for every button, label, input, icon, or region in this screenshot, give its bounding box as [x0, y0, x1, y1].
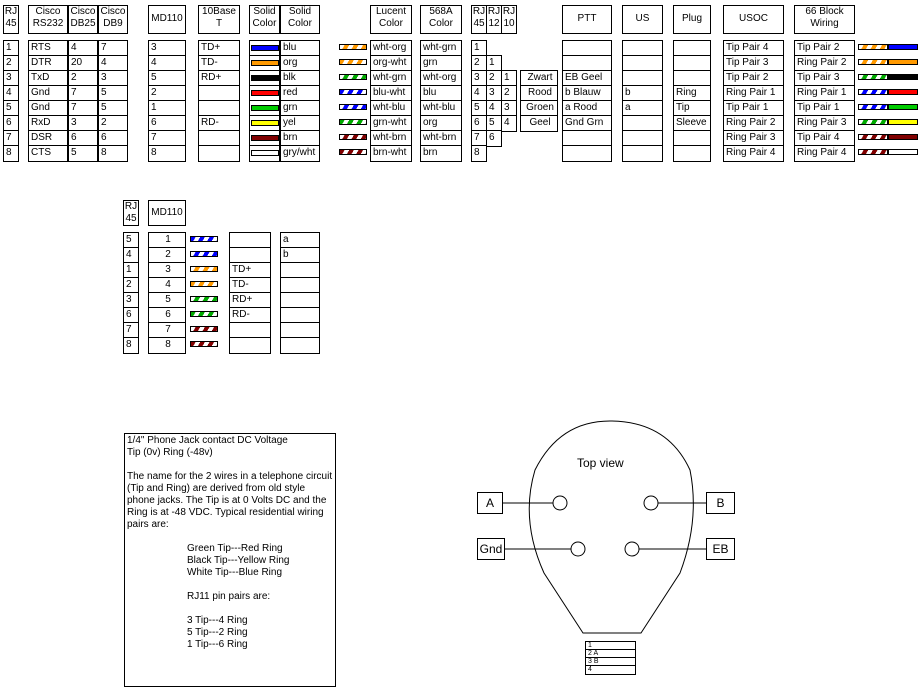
rj45-2-cell: 3	[124, 293, 138, 308]
cisco-rs232-cell: Gnd	[29, 86, 67, 101]
usoc-cell: Tip Pair 3	[724, 56, 783, 71]
md110-2-cell: 3	[149, 263, 185, 278]
md110-2-cell: 8	[165, 339, 171, 350]
rj45b-cell: 3	[472, 71, 486, 86]
ptt-dutch-cell: Groen	[521, 101, 557, 116]
ptt-cell: b Blauw	[563, 86, 611, 101]
tenbaset-2-cell: RD+	[230, 293, 270, 308]
ab-2-cell: a	[281, 233, 319, 248]
md110-cell: 6	[149, 116, 185, 131]
cisco-db25-cell: 6	[69, 131, 97, 146]
rj45-cell: 1	[4, 41, 18, 56]
header-rj10: RJ 10	[501, 5, 517, 34]
header-cisco-rs232: Cisco RS232	[28, 5, 68, 34]
header-md110-2: MD110	[148, 200, 186, 226]
header-solid-color-2: Solid Color	[280, 5, 320, 34]
solid-color-cell: gry/wht	[283, 147, 316, 158]
block66-cell: Tip Pair 1	[795, 101, 854, 116]
header-rj45b: RJ 45	[471, 5, 487, 34]
header-plug: Plug	[673, 5, 711, 34]
cisco-rs232-cell: Gnd	[29, 101, 67, 116]
block66-cell: Tip Pair 4	[795, 131, 854, 146]
md110-cell: 2	[149, 86, 185, 101]
pin-gnd-circle	[571, 542, 585, 556]
cisco-db9-cell: 2	[99, 116, 127, 131]
note-paragraph: The name for the 2 wires in a telephone circuit (Tip and Ring) are derived from old style phone jacks. The Tip is at 0 Volts DC and the Ring is at -48 VDC. Typical residential wiring pairs are:	[127, 471, 333, 530]
cisco-rs232-cell: RTS	[29, 41, 67, 56]
cisco-db9-cell: 5	[99, 101, 127, 116]
header-md110: MD110	[148, 5, 186, 34]
mini-row-1: 1	[586, 642, 635, 650]
rj45-2-cell: 7	[124, 323, 138, 338]
cisco-db9-cell: 4	[99, 56, 127, 71]
mini-row-4: 4	[588, 666, 592, 673]
rj45-2-cell: 5	[124, 233, 138, 248]
rj45-cell: 2	[4, 56, 18, 71]
header-solid-color-1: Solid Color	[249, 5, 280, 34]
plug-cell: Sleeve	[674, 116, 710, 131]
rj45b-cell: 1	[472, 41, 486, 56]
plug-cell: Ring	[674, 86, 710, 101]
ab-2-cell: b	[281, 248, 319, 263]
md110-cell: 5	[149, 71, 185, 86]
md110-2-cell: 1	[149, 233, 185, 248]
header-cisco-db9: Cisco DB9	[98, 5, 128, 34]
header-us: US	[622, 5, 663, 34]
pin-a-circle	[553, 496, 567, 510]
ptt-dutch-cell: Zwart	[521, 71, 557, 86]
connector-outline	[529, 421, 693, 633]
usoc-cell: Ring Pair 3	[724, 131, 783, 146]
md110-2-cell: 5	[149, 293, 185, 308]
cisco-rs232-cell: RxD	[29, 116, 67, 131]
t568a-color-cell: wht-blu	[421, 101, 461, 116]
header-usoc: USOC	[723, 5, 784, 34]
solid-color-cell: yel	[281, 116, 319, 131]
block66-cell: Ring Pair 3	[795, 116, 854, 131]
pin-b-label: B	[706, 492, 735, 514]
usoc-cell: Tip Pair 1	[724, 101, 783, 116]
pin-gnd-label: Gnd	[477, 538, 505, 560]
rj45-cell: 3	[4, 71, 18, 86]
header-rj45-2: RJ 45	[124, 201, 138, 224]
md110-cell: 7	[149, 131, 185, 146]
note-line-2: Tip (0v) Ring (-48v)	[127, 447, 213, 458]
solid-color-cell: grn	[281, 101, 319, 116]
cisco-db9-cell: 5	[99, 86, 127, 101]
lucent-color-cell: wht-blu	[371, 101, 411, 116]
rj10-cell: 3	[502, 101, 516, 116]
md110-2-cell: 6	[149, 308, 185, 323]
note-pair-2: Black Tip---Yellow Ring	[187, 555, 290, 566]
block66-cell: Tip Pair 2	[795, 41, 854, 56]
top-view-title: Top view	[577, 456, 624, 470]
note-rj11-pair-1: 3 Tip---4 Ring	[187, 615, 248, 626]
header-cisco-db25: Cisco DB25	[68, 5, 98, 34]
rj45-2-cell: 8	[126, 339, 132, 350]
mini-row-2: 2 A	[586, 650, 635, 658]
rj45b-cell: 5	[472, 101, 486, 116]
rj45-2-cell: 4	[124, 248, 138, 263]
cisco-rs232-cell: CTS	[31, 147, 51, 158]
rj45-2-cell: 2	[124, 278, 138, 293]
cisco-db25-cell: 20	[69, 56, 97, 71]
rj45b-cell: 4	[472, 86, 486, 101]
rj12-cell: 6	[489, 132, 495, 143]
cisco-db25-cell: 3	[69, 116, 97, 131]
md110-cell: 3	[149, 41, 185, 56]
lucent-color-cell: wht-org	[371, 41, 411, 56]
cisco-db25-cell: 7	[69, 101, 97, 116]
rj10-cell: 4	[504, 117, 510, 128]
md110-cell: 1	[149, 101, 185, 116]
lucent-color-cell: brn-wht	[373, 147, 407, 158]
note-rj11-pair-2: 5 Tip---2 Ring	[187, 627, 248, 638]
cisco-db9-cell: 8	[101, 147, 107, 158]
header-66-block: 66 Block Wiring	[794, 5, 855, 34]
pin-mini-table	[585, 641, 636, 675]
lucent-color-cell: wht-brn	[371, 131, 411, 146]
rj45-2-cell: 6	[124, 308, 138, 323]
cisco-db25-cell: 4	[69, 41, 97, 56]
ptt-cell: Gnd Grn	[563, 116, 611, 131]
block66-cell: Tip Pair 3	[795, 71, 854, 86]
ptt-cell: EB Geel	[563, 71, 611, 86]
rj12-cell: 2	[487, 71, 501, 86]
rj12-cell: 3	[487, 86, 501, 101]
block66-cell: Ring Pair 1	[795, 86, 854, 101]
rj12-cell: 4	[487, 101, 501, 116]
rj45b-cell: 8	[474, 147, 480, 158]
header-rj45: RJ 45	[3, 5, 19, 34]
rj45-cell: 8	[6, 147, 12, 158]
md110-2-cell: 4	[149, 278, 185, 293]
lucent-color-cell: wht-grn	[371, 71, 411, 86]
note-pair-1: Green Tip---Red Ring	[187, 543, 283, 554]
tenbaset-2-cell: TD-	[230, 278, 270, 293]
mini-row-3: 3 B	[586, 658, 635, 666]
t568a-color-cell: blu	[421, 86, 461, 101]
solid-color-cell: brn	[281, 131, 319, 146]
md110-cell: 4	[149, 56, 185, 71]
t568a-color-cell: brn	[423, 147, 438, 158]
rj10-cell: 1	[502, 71, 516, 86]
rj45b-cell: 2	[472, 56, 486, 71]
note-pair-3: White Tip---Blue Ring	[187, 567, 283, 578]
usoc-cell: Tip Pair 2	[724, 71, 783, 86]
cisco-db25-cell: 7	[69, 86, 97, 101]
header-rj12: RJ 12	[486, 5, 502, 34]
ptt-dutch-cell: Geel	[529, 117, 551, 128]
header-ptt: PTT	[562, 5, 612, 34]
block66-cell: Ring Pair 4	[797, 147, 847, 158]
us-cell: b	[623, 86, 662, 101]
cisco-rs232-cell: TxD	[29, 71, 67, 86]
cisco-db9-cell: 3	[99, 71, 127, 86]
header-568a-color: 568A Color	[420, 5, 462, 34]
md110-cell: 8	[151, 147, 157, 158]
tenbaset-cell: TD+	[199, 41, 239, 56]
ptt-dutch-cell: Rood	[521, 86, 557, 101]
note-rj11-title: RJ11 pin pairs are:	[187, 591, 271, 602]
pin-b-circle	[644, 496, 658, 510]
usoc-cell: Tip Pair 4	[724, 41, 783, 56]
solid-color-cell: blk	[281, 71, 319, 86]
cisco-db25-cell: 5	[71, 147, 77, 158]
cisco-rs232-cell: DSR	[29, 131, 67, 146]
rj45-cell: 4	[4, 86, 18, 101]
rj45b-cell: 7	[472, 131, 486, 146]
plug-cell: Tip	[674, 101, 710, 116]
solid-color-cell: org	[281, 56, 319, 71]
lucent-color-cell: grn-wht	[371, 116, 411, 131]
note-line-1: 1/4" Phone Jack contact DC Voltage	[127, 435, 288, 446]
t568a-color-cell: wht-grn	[421, 41, 461, 56]
usoc-cell: Ring Pair 4	[726, 147, 776, 158]
cisco-rs232-cell: DTR	[29, 56, 67, 71]
lucent-color-cell: blu-wht	[371, 86, 411, 101]
ptt-cell: a Rood	[563, 101, 611, 116]
t568a-color-cell: grn	[421, 56, 461, 71]
rj45-cell: 5	[4, 101, 18, 116]
cisco-db9-cell: 7	[99, 41, 127, 56]
md110-2-cell: 2	[149, 248, 185, 263]
tenbaset-cell: TD-	[199, 56, 239, 71]
pin-a-label: A	[477, 492, 503, 514]
header-lucent-color: Lucent Color	[370, 5, 412, 34]
header-10baset: 10Base T	[198, 5, 240, 34]
us-cell: a	[623, 101, 662, 116]
usoc-cell: Ring Pair 1	[724, 86, 783, 101]
cisco-db9-cell: 6	[99, 131, 127, 146]
md110-2-cell: 7	[149, 323, 185, 338]
solid-color-cell: red	[281, 86, 319, 101]
pin-eb-circle	[625, 542, 639, 556]
tenbaset-2-cell: TD+	[230, 263, 270, 278]
rj12-cell: 1	[487, 56, 501, 71]
solid-color-cell: blu	[281, 41, 319, 56]
tenbaset-cell: RD-	[199, 116, 239, 131]
usoc-cell: Ring Pair 2	[724, 116, 783, 131]
cisco-db25-cell: 2	[69, 71, 97, 86]
rj12-cell: 5	[487, 116, 501, 131]
lucent-color-cell: org-wht	[371, 56, 411, 71]
tenbaset-cell: RD+	[199, 71, 239, 86]
rj45-cell: 7	[4, 131, 18, 146]
rj45-2-cell: 1	[124, 263, 138, 278]
tenbaset-2-cell: RD-	[230, 308, 270, 323]
t568a-color-cell: wht-org	[421, 71, 461, 86]
t568a-color-cell: wht-brn	[421, 131, 461, 146]
rj10-cell: 2	[502, 86, 516, 101]
t568a-color-cell: org	[421, 116, 461, 131]
rj45b-cell: 6	[472, 116, 486, 131]
block66-cell: Ring Pair 2	[795, 56, 854, 71]
note-rj11-pair-3: 1 Tip---6 Ring	[187, 639, 248, 650]
rj45-cell: 6	[4, 116, 18, 131]
pin-eb-label: EB	[706, 538, 735, 560]
